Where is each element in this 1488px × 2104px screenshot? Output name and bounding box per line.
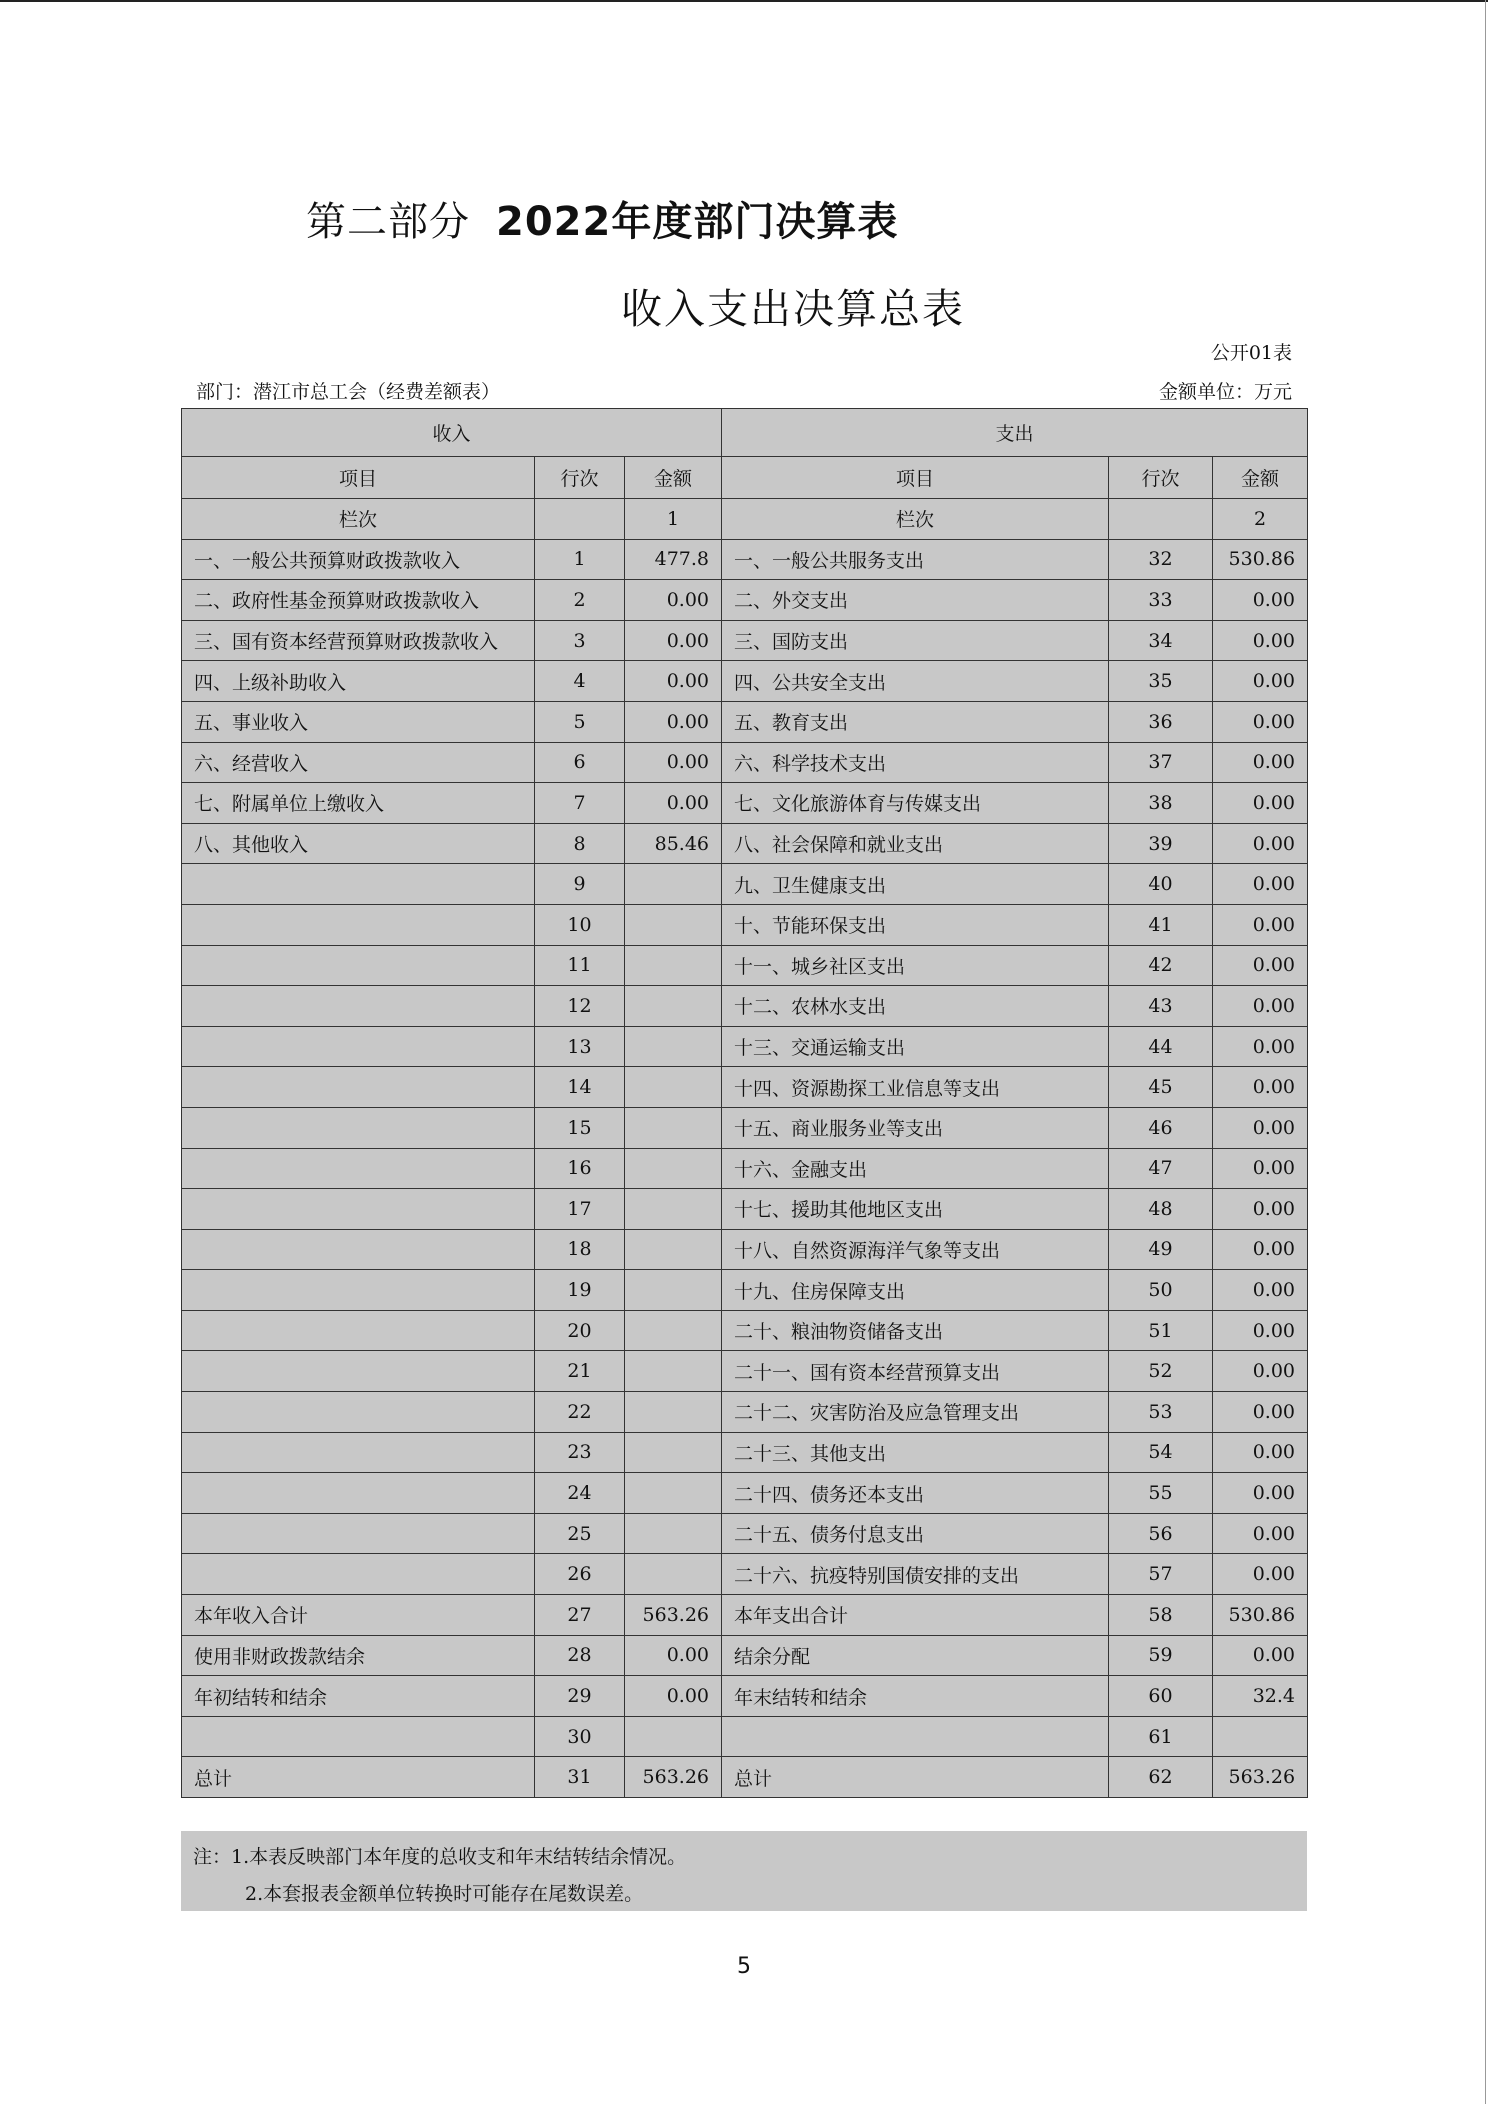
expense-amount-cell: 0.00 [1213,1392,1308,1433]
expense-item-cell: 十五、商业服务业等支出 [722,1107,1109,1148]
table-row [182,1716,1308,1757]
expense-rowno-cell: 49 [1109,1229,1213,1270]
income-amount-cell [625,1310,722,1351]
expense-rowno-cell: 42 [1109,945,1213,986]
expense-amount-cell: 0.00 [1213,742,1308,783]
income-item-cell: 总计 [182,1757,535,1798]
income-rowno-cell: 27 [535,1595,625,1636]
table-row [182,620,1308,661]
expense-amount-cell: 530.86 [1213,539,1308,580]
income-rowno-cell: 23 [535,1432,625,1473]
income-rowno-cell: 17 [535,1189,625,1230]
income-amount-cell [625,945,722,986]
table-row [182,1595,1308,1636]
expense-item-cell: 十八、自然资源海洋气象等支出 [722,1229,1109,1270]
expense-rowno-header: 行次 [1109,457,1213,499]
income-item-cell: 八、其他收入 [182,823,535,864]
income-rowno-cell: 9 [535,864,625,905]
income-rowno-cell: 7 [535,783,625,824]
income-rowno-cell: 18 [535,1229,625,1270]
expense-item-cell: 十一、城乡社区支出 [722,945,1109,986]
expense-rowno-cell: 40 [1109,864,1213,905]
expense-item-cell: 七、文化旅游体育与传媒支出 [722,783,1109,824]
expense-rowno-cell: 36 [1109,701,1213,742]
expense-rowno-cell: 32 [1109,539,1213,580]
income-rowno-cell: 15 [535,1107,625,1148]
income-amount-cell [625,1351,722,1392]
expense-amount-cell: 0.00 [1213,1432,1308,1473]
expense-item-cell: 十六、金融支出 [722,1148,1109,1189]
table-row [182,580,1308,621]
expense-rowno-cell: 41 [1109,904,1213,945]
expense-item-cell: 八、社会保障和就业支出 [722,823,1109,864]
income-item-cell [182,1392,535,1433]
income-amount-cell [625,1513,722,1554]
income-expense-table [181,408,1308,1798]
expense-column-number: 2 [1213,499,1308,540]
expense-rowno-cell: 48 [1109,1189,1213,1230]
expense-amount-cell: 0.00 [1213,823,1308,864]
income-rowno-cell: 31 [535,1757,625,1798]
form-number: 公开01表 [1210,342,1292,364]
table-row [182,1473,1308,1514]
expense-amount-cell: 0.00 [1213,904,1308,945]
expense-amount-cell: 0.00 [1213,1635,1308,1676]
expense-amount-cell: 0.00 [1213,1229,1308,1270]
income-amount-cell: 0.00 [625,742,722,783]
income-item-cell [182,1554,535,1595]
income-amount-cell: 563.26 [625,1595,722,1636]
expense-amount-cell: 0.00 [1213,864,1308,905]
table-row [182,823,1308,864]
table-row [182,864,1308,905]
expense-rowno-cell: 44 [1109,1026,1213,1067]
department-label: 部门：潜江市总工会（经费差额表） [196,381,501,403]
income-item-cell: 二、政府性基金预算财政拨款收入 [182,580,535,621]
note-2: 2.本套报表金额单位转换时可能存在尾数误差。 [245,1883,644,1905]
income-item-cell: 六、经营收入 [182,742,535,783]
income-amount-cell [625,1554,722,1595]
income-rowno-cell: 11 [535,945,625,986]
expense-item-cell: 二十六、抗疫特别国债安排的支出 [722,1554,1109,1595]
table-row [182,1026,1308,1067]
expense-rowno-cell: 52 [1109,1351,1213,1392]
income-amount-cell [625,986,722,1027]
income-amount-header: 金额 [625,457,722,499]
income-item-cell [182,1026,535,1067]
expense-amount-cell: 563.26 [1213,1757,1308,1798]
table-body [182,539,1308,1797]
income-item-cell [182,1189,535,1230]
expense-rowno-cell: 55 [1109,1473,1213,1514]
column-order-row [182,499,1308,540]
income-item-cell [182,1513,535,1554]
income-amount-cell [625,1716,722,1757]
table-row [182,1148,1308,1189]
expense-amount-cell: 0.00 [1213,1473,1308,1514]
table-row [182,1676,1308,1717]
income-amount-cell [625,904,722,945]
income-rowno-cell: 6 [535,742,625,783]
expense-amount-cell: 32.4 [1213,1676,1308,1717]
expense-rowno-cell: 46 [1109,1107,1213,1148]
section-year-title: 2022年度部门决算表 [496,199,899,245]
expense-rowno-cell: 60 [1109,1676,1213,1717]
expense-item-cell: 本年支出合计 [722,1595,1109,1636]
table-row [182,1189,1308,1230]
expense-item-cell: 十三、交通运输支出 [722,1026,1109,1067]
income-amount-cell: 0.00 [625,1676,722,1717]
table-row [182,1554,1308,1595]
section-title [306,190,898,247]
income-rowno-cell: 5 [535,701,625,742]
table-row [182,1310,1308,1351]
income-amount-cell: 0.00 [625,661,722,702]
income-amount-cell: 563.26 [625,1757,722,1798]
income-item-cell [182,1270,535,1311]
income-item-cell: 四、上级补助收入 [182,661,535,702]
table-header-row [182,409,1308,457]
income-item-cell [182,1432,535,1473]
expense-rowno-cell: 39 [1109,823,1213,864]
table-row [182,742,1308,783]
expense-amount-header: 金额 [1213,457,1308,499]
table-row [182,1107,1308,1148]
income-item-cell [182,1148,535,1189]
table-title: 收入支出决算总表 [621,285,965,333]
income-rowno-cell: 19 [535,1270,625,1311]
income-amount-cell [625,1392,722,1433]
expense-rowno-cell: 54 [1109,1432,1213,1473]
table-row [182,904,1308,945]
expense-item-cell: 十四、资源勘探工业信息等支出 [722,1067,1109,1108]
expense-rowno-cell: 58 [1109,1595,1213,1636]
income-rowno-cell: 24 [535,1473,625,1514]
income-amount-cell [625,864,722,905]
income-item-cell [182,864,535,905]
expense-amount-cell: 0.00 [1213,1189,1308,1230]
expense-rowno-cell: 38 [1109,783,1213,824]
income-amount-cell [625,1189,722,1230]
expense-amount-cell: 0.00 [1213,1513,1308,1554]
income-item-cell: 一、一般公共预算财政拨款收入 [182,539,535,580]
income-amount-cell [625,1107,722,1148]
expense-amount-cell: 0.00 [1213,783,1308,824]
note-1: 注：1.本表反映部门本年度的总收支和年末结转结余情况。 [193,1846,687,1868]
income-item-cell [182,1107,535,1148]
income-amount-cell [625,1026,722,1067]
income-amount-cell: 477.8 [625,539,722,580]
income-header: 收入 [182,409,722,457]
expense-amount-cell: 0.00 [1213,1270,1308,1311]
expense-rowno-cell: 37 [1109,742,1213,783]
expense-amount-cell: 0.00 [1213,620,1308,661]
income-item-cell [182,1473,535,1514]
income-amount-cell [625,1148,722,1189]
income-rowno-cell: 14 [535,1067,625,1108]
table-row [182,1270,1308,1311]
income-rowno-cell: 26 [535,1554,625,1595]
expense-item-cell: 六、科学技术支出 [722,742,1109,783]
income-amount-cell [625,1432,722,1473]
expense-amount-cell [1213,1716,1308,1757]
expense-rowno-cell: 45 [1109,1067,1213,1108]
table-row [182,1513,1308,1554]
top-border-line [0,0,1488,2]
expense-rowno-cell: 33 [1109,580,1213,621]
income-item-cell [182,986,535,1027]
expense-rowno-cell: 51 [1109,1310,1213,1351]
expense-item-cell: 二十四、债务还本支出 [722,1473,1109,1514]
table-row [182,1432,1308,1473]
expense-item-cell: 结余分配 [722,1635,1109,1676]
income-item-cell [182,904,535,945]
expense-amount-cell: 0.00 [1213,1351,1308,1392]
expense-amount-cell: 0.00 [1213,1107,1308,1148]
income-item-cell: 三、国有资本经营预算财政拨款收入 [182,620,535,661]
expense-amount-cell: 0.00 [1213,1067,1308,1108]
income-item-cell: 五、事业收入 [182,701,535,742]
income-rowno-cell: 30 [535,1716,625,1757]
income-rowno-cell: 16 [535,1148,625,1189]
income-rowno-cell: 20 [535,1310,625,1351]
notes-box [181,1831,1307,1911]
table-row [182,539,1308,580]
expense-rowno-cell: 34 [1109,620,1213,661]
income-item-cell: 本年收入合计 [182,1595,535,1636]
expense-item-cell: 九、卫生健康支出 [722,864,1109,905]
income-rowno-cell: 21 [535,1351,625,1392]
expense-rowno-cell: 35 [1109,661,1213,702]
income-rowno-cell: 22 [535,1392,625,1433]
unit-label: 金额单位：万元 [1158,381,1292,403]
income-item-cell [182,1067,535,1108]
expense-item-cell: 十二、农林水支出 [722,986,1109,1027]
income-amount-cell [625,1229,722,1270]
table-row [182,1229,1308,1270]
expense-amount-cell: 0.00 [1213,1026,1308,1067]
income-rowno-cell: 12 [535,986,625,1027]
empty-cell [1109,499,1213,540]
income-amount-cell [625,1473,722,1514]
table-row [182,945,1308,986]
expense-item-cell: 二十一、国有资本经营预算支出 [722,1351,1109,1392]
expense-item-cell: 年末结转和结余 [722,1676,1109,1717]
expense-item-cell: 二十三、其他支出 [722,1432,1109,1473]
expense-rowno-cell: 59 [1109,1635,1213,1676]
income-item-cell [182,945,535,986]
income-rowno-cell: 2 [535,580,625,621]
expense-item-cell: 四、公共安全支出 [722,661,1109,702]
expense-item-cell: 十七、援助其他地区支出 [722,1189,1109,1230]
expense-item-cell: 二十二、灾害防治及应急管理支出 [722,1392,1109,1433]
expense-item-header: 项目 [722,457,1109,499]
table-subheader-row [182,457,1308,499]
income-item-cell [182,1310,535,1351]
income-rowno-cell: 8 [535,823,625,864]
expense-item-cell: 二十、粮油物资储备支出 [722,1310,1109,1351]
income-rowno-cell: 1 [535,539,625,580]
expense-rowno-cell: 47 [1109,1148,1213,1189]
table-row [182,701,1308,742]
expense-amount-cell: 0.00 [1213,1554,1308,1595]
expense-item-cell: 一、一般公共服务支出 [722,539,1109,580]
expense-rowno-cell: 57 [1109,1554,1213,1595]
expense-item-cell: 五、教育支出 [722,701,1109,742]
expense-amount-cell: 0.00 [1213,580,1308,621]
table-row [182,1392,1308,1433]
expense-rowno-cell: 53 [1109,1392,1213,1433]
income-item-cell: 七、附属单位上缴收入 [182,783,535,824]
page-number: 5 [737,1954,751,1979]
income-item-cell [182,1716,535,1757]
income-rowno-cell: 28 [535,1635,625,1676]
expense-item-cell [722,1716,1109,1757]
income-rowno-header: 行次 [535,457,625,499]
expense-rowno-cell: 43 [1109,986,1213,1027]
expense-item-cell: 十九、住房保障支出 [722,1270,1109,1311]
table-row [182,1351,1308,1392]
income-rowno-cell: 13 [535,1026,625,1067]
expense-item-cell: 三、国防支出 [722,620,1109,661]
section-label: 第二部分 [306,199,470,245]
income-amount-cell: 0.00 [625,1635,722,1676]
expense-amount-cell: 0.00 [1213,1310,1308,1351]
income-amount-cell: 85.46 [625,823,722,864]
income-rowno-cell: 4 [535,661,625,702]
expense-item-cell: 二、外交支出 [722,580,1109,621]
income-item-cell [182,1351,535,1392]
table-row [182,1067,1308,1108]
expense-rowno-cell: 61 [1109,1716,1213,1757]
income-item-cell: 使用非财政拨款结余 [182,1635,535,1676]
income-rowno-cell: 10 [535,904,625,945]
income-rowno-cell: 29 [535,1676,625,1717]
table-row [182,1635,1308,1676]
income-column-order: 栏次 [182,499,535,540]
income-rowno-cell: 25 [535,1513,625,1554]
table-row [182,661,1308,702]
expense-amount-cell: 0.00 [1213,701,1308,742]
table-row [182,783,1308,824]
empty-cell [535,499,625,540]
income-item-cell [182,1229,535,1270]
table-row [182,986,1308,1027]
income-amount-cell: 0.00 [625,580,722,621]
expense-item-cell: 二十五、债务付息支出 [722,1513,1109,1554]
income-item-cell: 年初结转和结余 [182,1676,535,1717]
table-row [182,1757,1308,1798]
income-amount-cell: 0.00 [625,701,722,742]
income-amount-cell [625,1067,722,1108]
expense-amount-cell: 0.00 [1213,1148,1308,1189]
expense-amount-cell: 0.00 [1213,661,1308,702]
income-item-header: 项目 [182,457,535,499]
expense-amount-cell: 0.00 [1213,986,1308,1027]
expense-item-cell: 十、节能环保支出 [722,904,1109,945]
expense-column-order: 栏次 [722,499,1109,540]
expense-item-cell: 总计 [722,1757,1109,1798]
expense-amount-cell: 0.00 [1213,945,1308,986]
expense-rowno-cell: 56 [1109,1513,1213,1554]
income-amount-cell: 0.00 [625,783,722,824]
income-amount-cell [625,1270,722,1311]
expense-rowno-cell: 50 [1109,1270,1213,1311]
expense-amount-cell: 530.86 [1213,1595,1308,1636]
expense-rowno-cell: 62 [1109,1757,1213,1798]
expense-header: 支出 [722,409,1308,457]
income-column-number: 1 [625,499,722,540]
income-amount-cell: 0.00 [625,620,722,661]
income-rowno-cell: 3 [535,620,625,661]
